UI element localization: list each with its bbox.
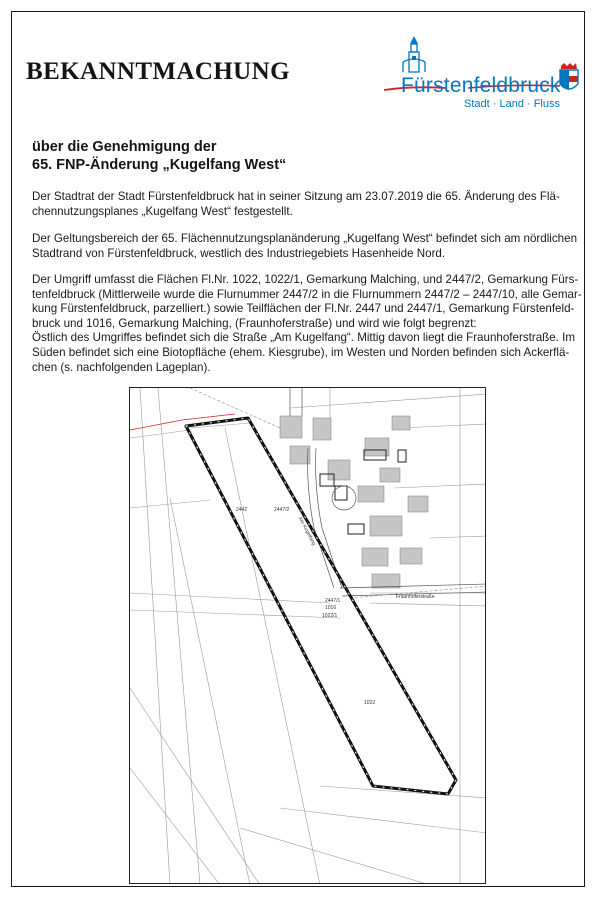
map-label: Am Kugelfang [296,516,317,547]
paragraph-boundaries [32,273,580,375]
text-line: bruck und 1016, Gemarkung Malching, (Fraunhoferstraße) und wird wie folgt begrenzt: [32,316,477,330]
map-label: 2442 [236,507,248,513]
text-line: Süden befindet sich eine Biotopfläche (ehem. Kiesgrube), im Westen und Norden befinden sich Ackerflä- [32,345,570,359]
site-plan-map [129,387,486,884]
subtitle-line: 65. FNP-Änderung „Kugelfang West“ [32,157,287,173]
notice-heading: BEKANNTMACHUNG [26,58,290,85]
map-label: 1016 [325,605,337,611]
text-line: chennutzungsplanes „Kugelfang West“ festgestellt. [32,204,293,218]
map-label: 1022 [364,700,376,706]
city-logo [372,32,582,118]
map-label: 2447/1 [325,598,341,604]
logo-tagline: Stadt · Land · Fluss [464,98,560,110]
text-line: Der Stadtrat der Stadt Fürstenfeldbruck hat in seiner Sitzung am 23.07.2019 die 65. Änderung des Flä- [32,190,560,203]
crest-icon [560,63,578,90]
text-line: Östlich des Umgriffes befindet sich die Straße „Am Kugelfang“. Mittig davon liegt die Fraunhoferstraße. Im [32,331,575,345]
paragraph-resolution [32,190,580,219]
text-line: Der Umgriff umfasst die Flächen Fl.Nr. 1022, 1022/1, Gemarkung Malching, und 2447/2, Gemarkung Fürs- [32,273,579,286]
subtitle-line: über die Genehmigung der [32,139,217,155]
site-plan-drawing [130,388,486,884]
text-line: tenfeldbruck (Mittlerweile wurde die Flurnummer 2447/2 in die Flurnummern 2447/2 – 2447/10, alle Gemar- [32,287,582,301]
map-label: Fraunhoferstraße [396,594,435,600]
notice-page [11,11,585,887]
text-line: Der Geltungsbereich der 65. Flächennutzungsplanänderung „Kugelfang West“ befindet sich am nördlichen [32,232,578,245]
map-label: 1022/1 [322,613,338,619]
notice-subtitle [32,138,572,174]
map-label: 2447/2 [274,507,290,513]
text-line: kung Fürstenfeldbruck, parzelliert.) sowie Teilflächen der Fl.Nr. 2447 und 2447/1, Gemarkung Fürstenfeld- [32,302,575,316]
logo-name: Fürstenfeldbruck [401,74,561,97]
text-line: chen (s. nachfolgenden Lageplan). [32,360,211,374]
paragraph-scope [32,232,580,261]
text-line: Stadtrand von Fürstenfeldbruck, westlich des Industriegebiets Hasenheide Nord. [32,246,446,260]
